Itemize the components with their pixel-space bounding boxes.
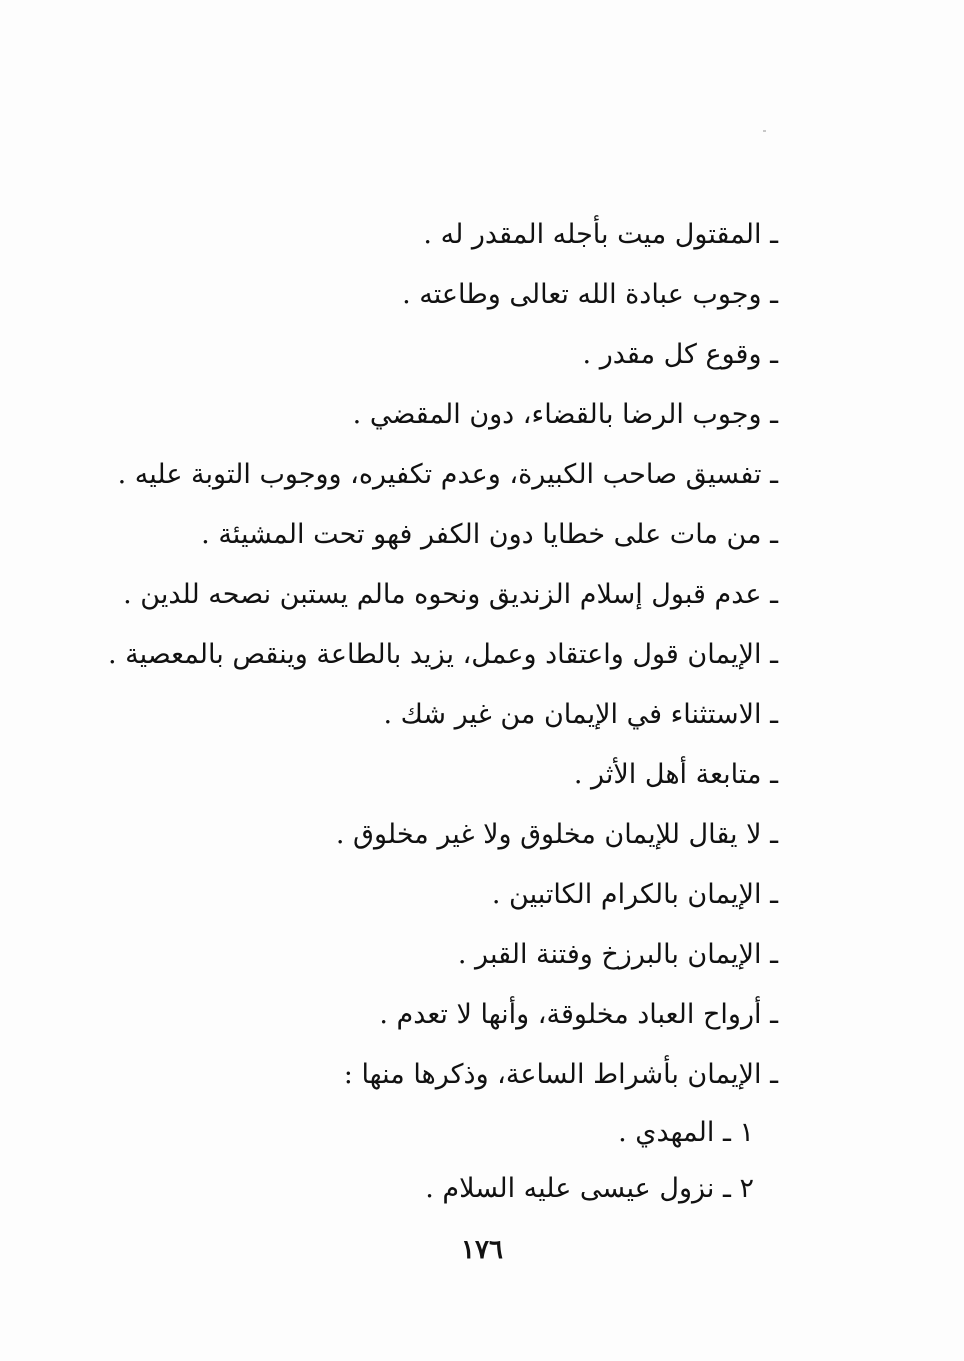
list-item: ـ وقوع كل مقدر . [582,339,778,370]
list-item: ـ تفسيق صاحب الكبيرة، وعدم تكفيره، ووجوب التوبة عليه . [117,459,778,490]
list-item: ـ أرواح العباد مخلوقة، وأنها لا تعدم . [379,999,778,1030]
list-item: ـ متابعة أهل الأثر . [573,759,778,790]
page-body [107,205,778,1217]
list-item: ـ الإيمان بالكرام الكاتبين . [491,879,778,910]
list-item: ـ من مات على خطايا دون الكفر فهو تحت المشيئة . [201,519,778,550]
list-item: ـ الإيمان قول واعتقاد وعمل، يزيد بالطاعة وينقص بالمعصية . [107,639,778,670]
list-item: ـ الاستثناء في الإيمان من غير شك . [383,699,778,730]
list-item: ـ وجوب الرضا بالقضاء، دون المقضي . [352,399,778,430]
page-number: ١٧٦ [461,1235,503,1265]
list-item: ـ المقتول ميت بأجله المقدر له . [423,219,778,250]
list-item: ـ وجوب عبادة الله تعالى وطاعته . [402,279,778,310]
list-item: ـ لا يقال للإيمان مخلوق ولا غير مخلوق . [335,819,778,850]
list-item: ـ الإيمان بالبرزخ وفتنة القبر . [457,939,778,970]
numbered-sub-item: ٢ ـ نزول عيسى عليه السلام . [425,1173,754,1204]
list-item: ـ عدم قبول إسلام الزنديق ونحوه مالم يستبن نصحه للدين . [123,579,778,610]
list-item: ـ الإيمان بأشراط الساعة، وذكرها منها : [343,1059,778,1090]
scan-speck [763,130,766,132]
numbered-sub-item: ١ ـ المهدي . [618,1117,754,1148]
